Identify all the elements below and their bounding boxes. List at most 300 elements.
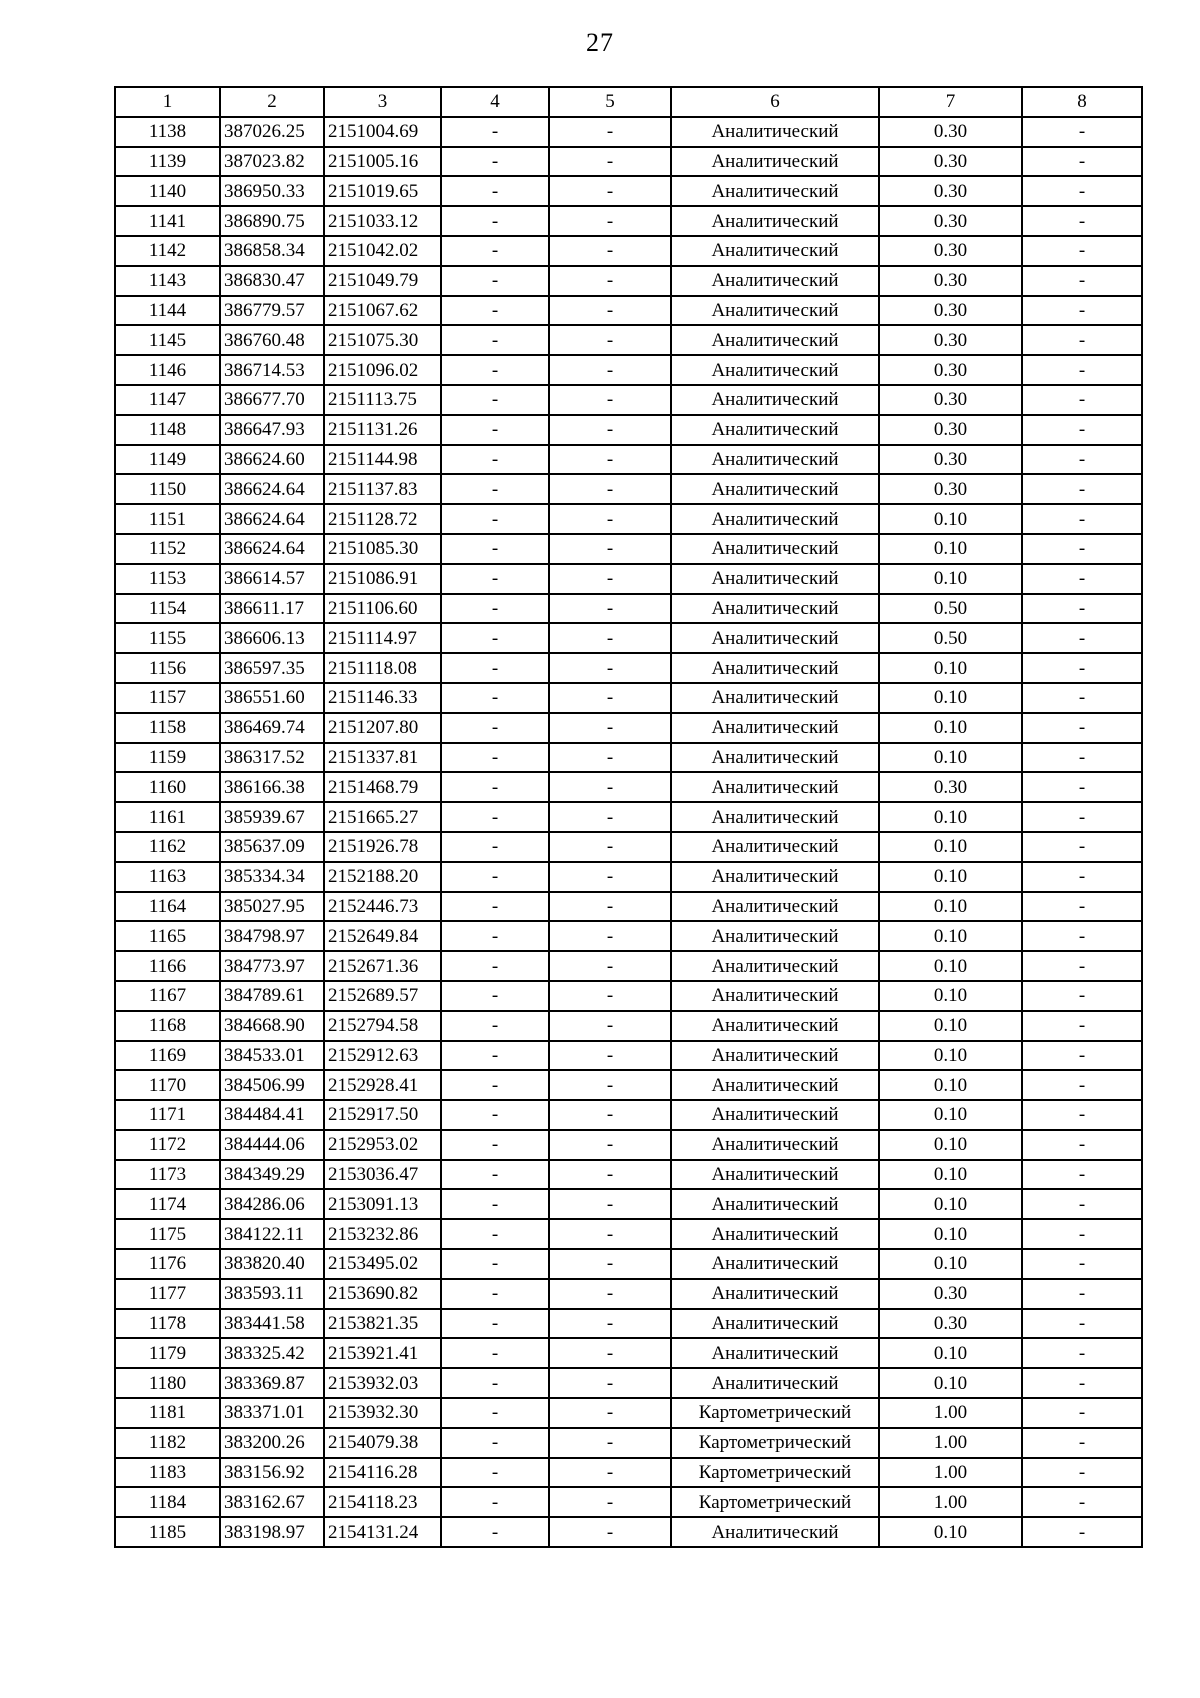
- column-4-cell: -: [441, 445, 549, 475]
- y-coordinate-cell: 2151096.02: [324, 355, 441, 385]
- table-row: [115, 385, 1142, 415]
- column-5-cell: -: [549, 1398, 671, 1428]
- column-5-cell: -: [549, 921, 671, 951]
- table-row: [115, 1487, 1142, 1517]
- table-row: [115, 415, 1142, 445]
- accuracy-cell: 0.10: [879, 1517, 1022, 1547]
- method-cell: Аналитический: [671, 1517, 879, 1547]
- column-8-cell: -: [1022, 1160, 1142, 1190]
- y-coordinate-cell: 2154131.24: [324, 1517, 441, 1547]
- table-row: [115, 266, 1142, 296]
- x-coordinate-cell: 384484.41: [220, 1100, 324, 1130]
- x-coordinate-cell: 383369.87: [220, 1368, 324, 1398]
- accuracy-cell: 1.00: [879, 1487, 1022, 1517]
- table-row: [115, 445, 1142, 475]
- column-4-cell: -: [441, 1487, 549, 1517]
- column-8-cell: -: [1022, 951, 1142, 981]
- column-8-cell: -: [1022, 1398, 1142, 1428]
- y-coordinate-cell: 2154079.38: [324, 1428, 441, 1458]
- point-number-cell: 1142: [115, 236, 220, 266]
- accuracy-cell: 0.10: [879, 1338, 1022, 1368]
- y-coordinate-cell: 2153821.35: [324, 1309, 441, 1339]
- table-row: [115, 1189, 1142, 1219]
- point-number-cell: 1180: [115, 1368, 220, 1398]
- column-4-cell: -: [441, 564, 549, 594]
- y-coordinate-cell: 2151075.30: [324, 325, 441, 355]
- accuracy-cell: 0.30: [879, 772, 1022, 802]
- y-coordinate-cell: 2153036.47: [324, 1160, 441, 1190]
- method-cell: Картометрический: [671, 1428, 879, 1458]
- x-coordinate-cell: 386317.52: [220, 743, 324, 773]
- column-5-cell: -: [549, 534, 671, 564]
- y-coordinate-cell: 2151207.80: [324, 713, 441, 743]
- column-5-cell: -: [549, 1458, 671, 1488]
- x-coordinate-cell: 384798.97: [220, 921, 324, 951]
- column-8-cell: -: [1022, 325, 1142, 355]
- accuracy-cell: 0.30: [879, 355, 1022, 385]
- y-coordinate-cell: 2152953.02: [324, 1130, 441, 1160]
- column-4-cell: -: [441, 623, 549, 653]
- column-5-cell: -: [549, 385, 671, 415]
- column-4-cell: -: [441, 266, 549, 296]
- column-8-cell: -: [1022, 683, 1142, 713]
- point-number-cell: 1176: [115, 1249, 220, 1279]
- method-cell: Аналитический: [671, 802, 879, 832]
- column-4-cell: -: [441, 1309, 549, 1339]
- method-cell: Аналитический: [671, 1070, 879, 1100]
- x-coordinate-cell: 384533.01: [220, 1041, 324, 1071]
- accuracy-cell: 0.30: [879, 206, 1022, 236]
- method-cell: Аналитический: [671, 147, 879, 177]
- accuracy-cell: 0.30: [879, 117, 1022, 147]
- column-4-cell: -: [441, 474, 549, 504]
- method-cell: Аналитический: [671, 921, 879, 951]
- column-8-cell: -: [1022, 474, 1142, 504]
- method-cell: Аналитический: [671, 355, 879, 385]
- table-row: [115, 147, 1142, 177]
- column-4-cell: -: [441, 1398, 549, 1428]
- table-row: [115, 1338, 1142, 1368]
- column-5-cell: -: [549, 802, 671, 832]
- method-cell: Картометрический: [671, 1458, 879, 1488]
- y-coordinate-cell: 2153932.03: [324, 1368, 441, 1398]
- column-4-cell: -: [441, 206, 549, 236]
- accuracy-cell: 0.10: [879, 862, 1022, 892]
- accuracy-cell: 0.10: [879, 1189, 1022, 1219]
- accuracy-cell: 0.10: [879, 1219, 1022, 1249]
- method-cell: Аналитический: [671, 415, 879, 445]
- table-row: [115, 1309, 1142, 1339]
- column-4-cell: -: [441, 713, 549, 743]
- column-5-cell: -: [549, 474, 671, 504]
- column-8-cell: -: [1022, 862, 1142, 892]
- y-coordinate-cell: 2151049.79: [324, 266, 441, 296]
- accuracy-cell: 1.00: [879, 1428, 1022, 1458]
- accuracy-cell: 0.10: [879, 1130, 1022, 1160]
- column-5-cell: -: [549, 772, 671, 802]
- column-5-cell: -: [549, 1517, 671, 1547]
- method-cell: Аналитический: [671, 1338, 879, 1368]
- column-8-cell: -: [1022, 1428, 1142, 1458]
- table-row: [115, 1130, 1142, 1160]
- column-4-cell: -: [441, 921, 549, 951]
- column-5-cell: -: [549, 564, 671, 594]
- header-cell: 2: [220, 87, 324, 117]
- column-4-cell: -: [441, 951, 549, 981]
- column-8-cell: -: [1022, 355, 1142, 385]
- accuracy-cell: 0.10: [879, 1368, 1022, 1398]
- header-cell: 3: [324, 87, 441, 117]
- accuracy-cell: 0.10: [879, 951, 1022, 981]
- column-4-cell: -: [441, 1428, 549, 1458]
- column-5-cell: -: [549, 862, 671, 892]
- y-coordinate-cell: 2152689.57: [324, 981, 441, 1011]
- column-5-cell: -: [549, 117, 671, 147]
- column-8-cell: -: [1022, 1517, 1142, 1547]
- x-coordinate-cell: 384122.11: [220, 1219, 324, 1249]
- column-8-cell: -: [1022, 445, 1142, 475]
- column-4-cell: -: [441, 1458, 549, 1488]
- x-coordinate-cell: 383371.01: [220, 1398, 324, 1428]
- column-5-cell: -: [549, 623, 671, 653]
- method-cell: Аналитический: [671, 892, 879, 922]
- accuracy-cell: 0.30: [879, 325, 1022, 355]
- column-8-cell: -: [1022, 1130, 1142, 1160]
- column-5-cell: -: [549, 981, 671, 1011]
- column-8-cell: -: [1022, 206, 1142, 236]
- point-number-cell: 1179: [115, 1338, 220, 1368]
- y-coordinate-cell: 2152794.58: [324, 1011, 441, 1041]
- table-row: [115, 892, 1142, 922]
- column-5-cell: -: [549, 176, 671, 206]
- point-number-cell: 1182: [115, 1428, 220, 1458]
- x-coordinate-cell: 386611.17: [220, 594, 324, 624]
- x-coordinate-cell: 386624.60: [220, 445, 324, 475]
- table-row: [115, 1279, 1142, 1309]
- accuracy-cell: 0.10: [879, 892, 1022, 922]
- point-number-cell: 1177: [115, 1279, 220, 1309]
- x-coordinate-cell: 386830.47: [220, 266, 324, 296]
- point-number-cell: 1156: [115, 653, 220, 683]
- x-coordinate-cell: 386614.57: [220, 564, 324, 594]
- point-number-cell: 1150: [115, 474, 220, 504]
- method-cell: Аналитический: [671, 564, 879, 594]
- table-row: [115, 653, 1142, 683]
- table-row: [115, 832, 1142, 862]
- header-cell: 5: [549, 87, 671, 117]
- point-number-cell: 1184: [115, 1487, 220, 1517]
- accuracy-cell: 0.30: [879, 415, 1022, 445]
- y-coordinate-cell: 2153921.41: [324, 1338, 441, 1368]
- table-row: [115, 176, 1142, 206]
- x-coordinate-cell: 385939.67: [220, 802, 324, 832]
- point-number-cell: 1155: [115, 623, 220, 653]
- accuracy-cell: 0.10: [879, 1160, 1022, 1190]
- x-coordinate-cell: 383156.92: [220, 1458, 324, 1488]
- point-number-cell: 1161: [115, 802, 220, 832]
- table-row: [115, 594, 1142, 624]
- y-coordinate-cell: 2154116.28: [324, 1458, 441, 1488]
- column-4-cell: -: [441, 1338, 549, 1368]
- x-coordinate-cell: 386606.13: [220, 623, 324, 653]
- method-cell: Аналитический: [671, 1309, 879, 1339]
- x-coordinate-cell: 383325.42: [220, 1338, 324, 1368]
- column-5-cell: -: [549, 206, 671, 236]
- method-cell: Аналитический: [671, 772, 879, 802]
- point-number-cell: 1160: [115, 772, 220, 802]
- y-coordinate-cell: 2154118.23: [324, 1487, 441, 1517]
- point-number-cell: 1164: [115, 892, 220, 922]
- y-coordinate-cell: 2153232.86: [324, 1219, 441, 1249]
- table-row: [115, 236, 1142, 266]
- y-coordinate-cell: 2151113.75: [324, 385, 441, 415]
- accuracy-cell: 0.30: [879, 1279, 1022, 1309]
- x-coordinate-cell: 384286.06: [220, 1189, 324, 1219]
- table-row: [115, 921, 1142, 951]
- column-5-cell: -: [549, 892, 671, 922]
- table-row: [115, 623, 1142, 653]
- x-coordinate-cell: 386647.93: [220, 415, 324, 445]
- method-cell: Картометрический: [671, 1398, 879, 1428]
- table-row: [115, 1100, 1142, 1130]
- y-coordinate-cell: 2151067.62: [324, 296, 441, 326]
- point-number-cell: 1168: [115, 1011, 220, 1041]
- header-cell: 6: [671, 87, 879, 117]
- y-coordinate-cell: 2152928.41: [324, 1070, 441, 1100]
- method-cell: Аналитический: [671, 1011, 879, 1041]
- column-4-cell: -: [441, 325, 549, 355]
- point-number-cell: 1149: [115, 445, 220, 475]
- point-number-cell: 1175: [115, 1219, 220, 1249]
- point-number-cell: 1159: [115, 743, 220, 773]
- y-coordinate-cell: 2151085.30: [324, 534, 441, 564]
- accuracy-cell: 0.10: [879, 534, 1022, 564]
- table-row: [115, 564, 1142, 594]
- point-number-cell: 1185: [115, 1517, 220, 1547]
- table-row: [115, 683, 1142, 713]
- x-coordinate-cell: 386950.33: [220, 176, 324, 206]
- table-row: [115, 1219, 1142, 1249]
- table-row: [115, 802, 1142, 832]
- accuracy-cell: 0.30: [879, 1309, 1022, 1339]
- table-row: [115, 1160, 1142, 1190]
- column-8-cell: -: [1022, 147, 1142, 177]
- x-coordinate-cell: 386551.60: [220, 683, 324, 713]
- column-4-cell: -: [441, 802, 549, 832]
- x-coordinate-cell: 387023.82: [220, 147, 324, 177]
- column-5-cell: -: [549, 713, 671, 743]
- column-5-cell: -: [549, 1487, 671, 1517]
- x-coordinate-cell: 384506.99: [220, 1070, 324, 1100]
- x-coordinate-cell: 387026.25: [220, 117, 324, 147]
- method-cell: Аналитический: [671, 1100, 879, 1130]
- accuracy-cell: 1.00: [879, 1398, 1022, 1428]
- table-row: [115, 117, 1142, 147]
- table-row: [115, 1398, 1142, 1428]
- point-number-cell: 1162: [115, 832, 220, 862]
- method-cell: Аналитический: [671, 206, 879, 236]
- y-coordinate-cell: 2152446.73: [324, 892, 441, 922]
- table-row: [115, 951, 1142, 981]
- x-coordinate-cell: 385334.34: [220, 862, 324, 892]
- column-8-cell: -: [1022, 1070, 1142, 1100]
- column-4-cell: -: [441, 504, 549, 534]
- header-cell: 7: [879, 87, 1022, 117]
- y-coordinate-cell: 2153091.13: [324, 1189, 441, 1219]
- header-cell: 1: [115, 87, 220, 117]
- x-coordinate-cell: 386677.70: [220, 385, 324, 415]
- point-number-cell: 1172: [115, 1130, 220, 1160]
- column-5-cell: -: [549, 832, 671, 862]
- point-number-cell: 1169: [115, 1041, 220, 1071]
- point-number-cell: 1138: [115, 117, 220, 147]
- column-4-cell: -: [441, 1100, 549, 1130]
- y-coordinate-cell: 2151114.97: [324, 623, 441, 653]
- method-cell: Аналитический: [671, 951, 879, 981]
- column-4-cell: -: [441, 1070, 549, 1100]
- point-number-cell: 1165: [115, 921, 220, 951]
- column-5-cell: -: [549, 1338, 671, 1368]
- column-8-cell: -: [1022, 623, 1142, 653]
- accuracy-cell: 0.10: [879, 504, 1022, 534]
- column-8-cell: -: [1022, 772, 1142, 802]
- method-cell: Аналитический: [671, 862, 879, 892]
- column-4-cell: -: [441, 1130, 549, 1160]
- column-4-cell: -: [441, 653, 549, 683]
- y-coordinate-cell: 2151019.65: [324, 176, 441, 206]
- table-header-row: [115, 87, 1142, 117]
- column-4-cell: -: [441, 862, 549, 892]
- column-8-cell: -: [1022, 1487, 1142, 1517]
- y-coordinate-cell: 2151118.08: [324, 653, 441, 683]
- table-row: [115, 713, 1142, 743]
- column-8-cell: -: [1022, 1189, 1142, 1219]
- accuracy-cell: 0.10: [879, 1100, 1022, 1130]
- point-number-cell: 1151: [115, 504, 220, 534]
- accuracy-cell: 0.30: [879, 445, 1022, 475]
- column-4-cell: -: [441, 1517, 549, 1547]
- method-cell: Аналитический: [671, 534, 879, 564]
- column-4-cell: -: [441, 892, 549, 922]
- column-8-cell: -: [1022, 296, 1142, 326]
- column-4-cell: -: [441, 415, 549, 445]
- point-number-cell: 1140: [115, 176, 220, 206]
- point-number-cell: 1153: [115, 564, 220, 594]
- y-coordinate-cell: 2152649.84: [324, 921, 441, 951]
- x-coordinate-cell: 385637.09: [220, 832, 324, 862]
- method-cell: Аналитический: [671, 296, 879, 326]
- method-cell: Аналитический: [671, 1279, 879, 1309]
- table-row: [115, 474, 1142, 504]
- x-coordinate-cell: 386469.74: [220, 713, 324, 743]
- column-8-cell: -: [1022, 981, 1142, 1011]
- y-coordinate-cell: 2151468.79: [324, 772, 441, 802]
- column-5-cell: -: [549, 1219, 671, 1249]
- x-coordinate-cell: 384349.29: [220, 1160, 324, 1190]
- column-8-cell: -: [1022, 1279, 1142, 1309]
- x-coordinate-cell: 386714.53: [220, 355, 324, 385]
- point-number-cell: 1148: [115, 415, 220, 445]
- column-4-cell: -: [441, 147, 549, 177]
- accuracy-cell: 0.50: [879, 623, 1022, 653]
- column-5-cell: -: [549, 1100, 671, 1130]
- column-4-cell: -: [441, 1011, 549, 1041]
- x-coordinate-cell: 386624.64: [220, 534, 324, 564]
- table-row: [115, 1249, 1142, 1279]
- y-coordinate-cell: 2151131.26: [324, 415, 441, 445]
- header-cell: 8: [1022, 87, 1142, 117]
- column-8-cell: -: [1022, 921, 1142, 951]
- method-cell: Аналитический: [671, 981, 879, 1011]
- accuracy-cell: 0.30: [879, 147, 1022, 177]
- y-coordinate-cell: 2151042.02: [324, 236, 441, 266]
- accuracy-cell: 0.30: [879, 296, 1022, 326]
- column-5-cell: -: [549, 1309, 671, 1339]
- point-number-cell: 1170: [115, 1070, 220, 1100]
- column-4-cell: -: [441, 355, 549, 385]
- point-number-cell: 1157: [115, 683, 220, 713]
- accuracy-cell: 0.10: [879, 981, 1022, 1011]
- x-coordinate-cell: 386166.38: [220, 772, 324, 802]
- column-8-cell: -: [1022, 1100, 1142, 1130]
- column-8-cell: -: [1022, 236, 1142, 266]
- column-4-cell: -: [441, 1160, 549, 1190]
- y-coordinate-cell: 2152188.20: [324, 862, 441, 892]
- accuracy-cell: 0.30: [879, 474, 1022, 504]
- column-8-cell: -: [1022, 564, 1142, 594]
- point-number-cell: 1141: [115, 206, 220, 236]
- column-8-cell: -: [1022, 892, 1142, 922]
- accuracy-cell: 0.30: [879, 385, 1022, 415]
- column-8-cell: -: [1022, 415, 1142, 445]
- method-cell: Аналитический: [671, 266, 879, 296]
- column-8-cell: -: [1022, 1249, 1142, 1279]
- column-8-cell: -: [1022, 1219, 1142, 1249]
- y-coordinate-cell: 2151926.78: [324, 832, 441, 862]
- column-5-cell: -: [549, 683, 671, 713]
- column-5-cell: -: [549, 1368, 671, 1398]
- accuracy-cell: 0.30: [879, 236, 1022, 266]
- x-coordinate-cell: 383198.97: [220, 1517, 324, 1547]
- point-number-cell: 1144: [115, 296, 220, 326]
- column-5-cell: -: [549, 1160, 671, 1190]
- y-coordinate-cell: 2151086.91: [324, 564, 441, 594]
- column-8-cell: -: [1022, 534, 1142, 564]
- column-8-cell: -: [1022, 802, 1142, 832]
- column-8-cell: -: [1022, 504, 1142, 534]
- column-5-cell: -: [549, 1011, 671, 1041]
- column-8-cell: -: [1022, 176, 1142, 206]
- column-5-cell: -: [549, 504, 671, 534]
- table-row: [115, 1517, 1142, 1547]
- table-row: [115, 862, 1142, 892]
- column-4-cell: -: [441, 1279, 549, 1309]
- accuracy-cell: 0.10: [879, 802, 1022, 832]
- column-5-cell: -: [549, 266, 671, 296]
- x-coordinate-cell: 383441.58: [220, 1309, 324, 1339]
- column-4-cell: -: [441, 743, 549, 773]
- column-5-cell: -: [549, 653, 671, 683]
- y-coordinate-cell: 2151004.69: [324, 117, 441, 147]
- x-coordinate-cell: 386624.64: [220, 474, 324, 504]
- method-cell: Аналитический: [671, 1160, 879, 1190]
- table-row: [115, 206, 1142, 236]
- x-coordinate-cell: 384668.90: [220, 1011, 324, 1041]
- accuracy-cell: 0.10: [879, 743, 1022, 773]
- method-cell: Аналитический: [671, 594, 879, 624]
- table-row: [115, 296, 1142, 326]
- table-row: [115, 743, 1142, 773]
